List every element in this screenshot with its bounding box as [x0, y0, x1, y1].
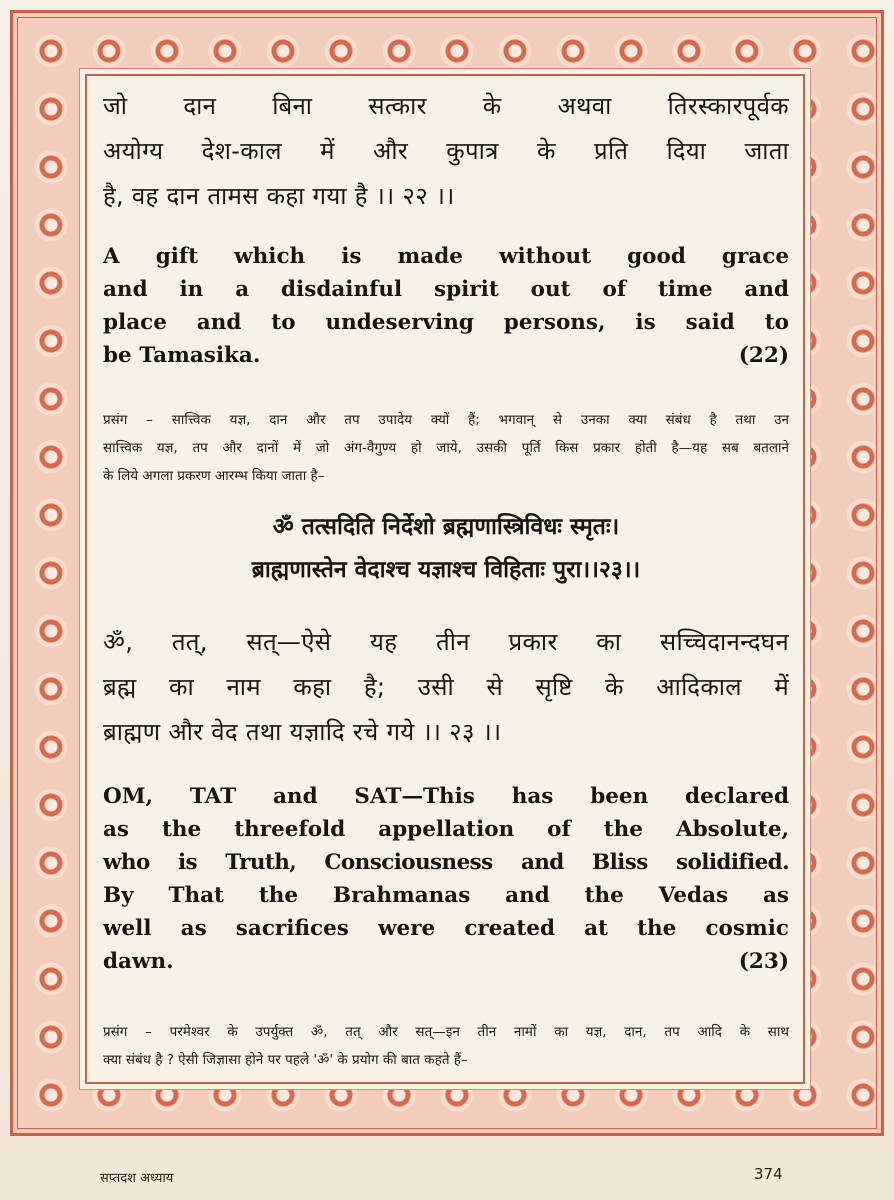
- prasang-note-2: [103, 1018, 789, 1074]
- english-line: A gift which is made without good grace: [103, 244, 789, 269]
- note-line: सात्त्विक यज्ञ, तप और दानों में जो अंग-वैगुण्य हो जाये, उसकी पूर्ति किस प्रकार होती है—यह सब बतलाने: [103, 440, 789, 456]
- verse-line: ॐ तत्सदिति निर्देशो ब्रह्मणास्त्रिविधः स्मृतः।: [272, 514, 620, 540]
- hindi-translation-22: [103, 84, 789, 219]
- verse-line: ब्राह्मणास्तेन वेदाश्च यज्ञाश्च विहिताः पुरा।।२३।।: [251, 557, 641, 583]
- verse-number: (23): [738, 949, 789, 974]
- prasang-note-1: [103, 406, 789, 490]
- note-line: प्रसंग – परमेश्वर के उपर्युक्त ॐ, तत् और सत्—इन तीन नामों का यज्ञ, दान, तप आदि के साथ: [103, 1024, 789, 1040]
- note-line: प्रसंग – सात्त्विक यज्ञ, दान और तप उपादेय क्यों हैं; भगवान् से उनका क्या संबंध है तथा उन: [103, 412, 790, 428]
- hindi-line: ब्रह्म का नाम कहा है; उसी से सृष्टि के आदिकाल में: [103, 673, 789, 701]
- english-line: and in a disdainful spirit out of time and: [103, 277, 789, 302]
- hindi-line: जो दान बिना सत्कार के अथवा तिरस्कारपूर्वक: [103, 92, 789, 120]
- english-line-text: be Tamasika.: [103, 343, 261, 368]
- english-translation-22: [103, 240, 789, 372]
- english-line-text: dawn.: [103, 949, 174, 974]
- english-line: who is Truth, Consciousness and Bliss solidified.: [103, 850, 789, 875]
- english-line: By That the Brahmanas and the Vedas as: [103, 883, 789, 908]
- chapter-name: सप्तदश अध्याय: [100, 1171, 174, 1186]
- english-translation-23: [103, 780, 789, 978]
- note-line: क्या संबंध है ? ऐसी जिज्ञासा होने पर पहले 'ॐ' के प्रयोग की बात कहते हैं–: [103, 1052, 468, 1068]
- english-line: well as sacrifices were created at the cosmic: [103, 916, 789, 941]
- note-line: के लिये अगला प्रकरण आरम्भ किया जाता है–: [103, 468, 325, 484]
- hindi-line: अयोग्य देश-काल में और कुपात्र के प्रति दिया जाता: [103, 137, 789, 165]
- hindi-line: है, वह दान तामस कहा गया है ।। २२ ।।: [103, 182, 455, 210]
- english-line-last: [103, 339, 789, 372]
- english-line: place and to undeserving persons, is said to: [103, 310, 789, 335]
- hindi-line: ब्राह्मण और वेद तथा यज्ञादि रचे गये ।। २३ ।।: [103, 718, 502, 746]
- verse-number: (22): [738, 343, 789, 368]
- hindi-line: ॐ, तत्, सत्—ऐसे यह तीन प्रकार का सच्चिदानन्दघन: [103, 628, 789, 656]
- hindi-translation-23: [103, 620, 789, 755]
- sanskrit-verse-23: [103, 506, 789, 592]
- page-number: 374: [754, 1165, 783, 1183]
- english-line: OM, TAT and SAT—This has been declared: [103, 784, 789, 809]
- english-line: as the threefold appellation of the Absolute,: [103, 817, 789, 842]
- english-line-last: [103, 945, 789, 978]
